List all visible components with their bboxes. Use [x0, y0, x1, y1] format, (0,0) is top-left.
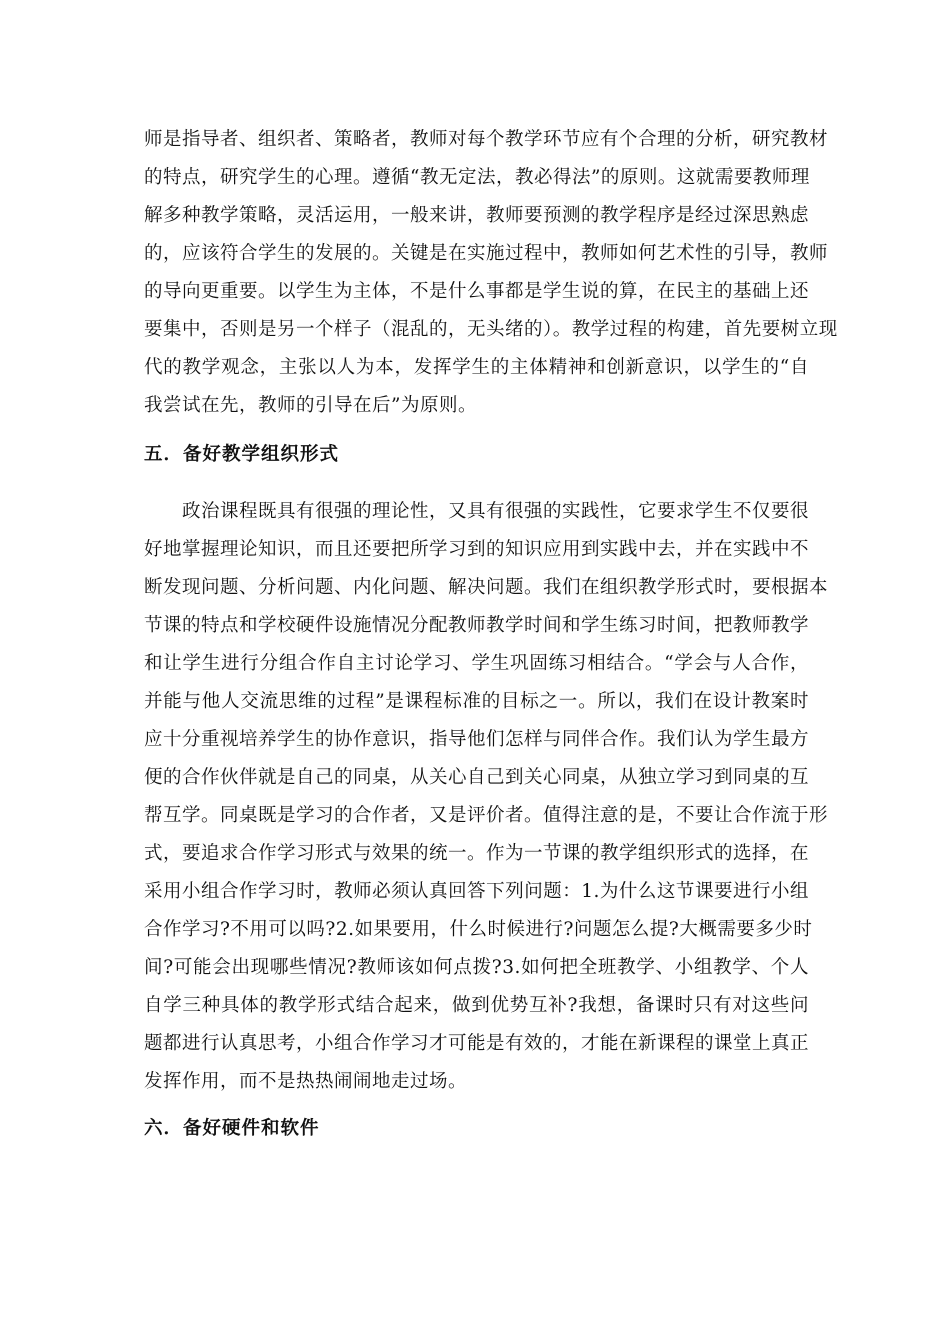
text-line: 和让学生进行分组合作自主讨论学习、学生巩固练习相结合。“学会与人合作， [144, 653, 809, 674]
text-line: 要集中，否则是另一个样子（混乱的，无头绪的）。教学过程的构建，首先要树立现 [144, 319, 838, 340]
text-line: 便的合作伙伴就是自己的同桌，从关心自己到关心同桌，从独立学习到同桌的互 [144, 767, 810, 788]
section-heading-5: 五．备好教学组织形式 [144, 444, 340, 465]
text-line: 式，要追求合作学习形式与效果的统一。作为一节课的教学组织形式的选择，在 [144, 843, 810, 864]
text-line: 采用小组合作学习时，教师必须认真回答下列问题：1.为什么这节课要进行小组 [144, 881, 809, 902]
text-line: 的特点，研究学生的心理。遵循“教无定法，教必得法”的原则。这就需要教师理 [144, 167, 810, 188]
section-heading-6: 六．备好硬件和软件 [144, 1118, 320, 1139]
text-line: 并能与他人交流思维的过程”是课程标准的目标之一。所以，我们在设计教案时 [144, 691, 809, 712]
text-line: 师是指导者、组织者、策略者，教师对每个教学环节应有个合理的分析，研究教材 [144, 129, 829, 150]
text-line: 代的教学观念，主张以人为本，发挥学生的主体精神和创新意识，以学生的“自 [144, 357, 809, 378]
text-line: 节课的特点和学校硬件设施情况分配教师教学时间和学生练习时间，把教师教学 [144, 615, 810, 636]
text-line: 我尝试在先，教师的引导在后”为原则。 [144, 395, 477, 416]
text-line: 好地掌握理论知识，而且还要把所学习到的知识应用到实践中去，并在实践中不 [144, 539, 810, 560]
text-line: 解多种教学策略，灵活运用，一般来讲，教师要预测的教学程序是经过深思熟虑 [144, 205, 810, 226]
text-line: 题都进行认真思考，小组合作学习才可能是有效的，才能在新课程的课堂上真正 [144, 1033, 810, 1054]
text-line: 间?可能会出现哪些情况?教师该如何点拨?3.如何把全班教学、小组教学、个人 [144, 957, 809, 978]
text-line: 政治课程既具有很强的理论性，又具有很强的实践性，它要求学生不仅要很 [144, 501, 810, 522]
text-line: 发挥作用，而不是热热闹闹地走过场。 [144, 1071, 468, 1092]
text-line: 帮互学。同桌既是学习的合作者，又是评价者。值得注意的是，不要让合作流于形 [144, 805, 829, 826]
paragraph-teacher-role [144, 121, 838, 425]
paragraph-organization-form [144, 493, 829, 1101]
text-line: 合作学习?不用可以吗?2.如果要用，什么时候进行?问题怎么提?大概需要多少时 [144, 919, 813, 940]
text-line: 应十分重视培养学生的协作意识，指导他们怎样与同伴合作。我们认为学生最方 [144, 729, 810, 750]
text-line: 自学三种具体的教学形式结合起来，做到优势互补?我想，备课时只有对这些问 [144, 995, 809, 1016]
text-line: 的，应该符合学生的发展的。关键是在实施过程中，教师如何艺术性的引导，教师 [144, 243, 829, 264]
text-line: 断发现问题、分析问题、内化问题、解决问题。我们在组织教学形式时，要根据本 [144, 577, 829, 598]
text-line: 的导向更重要。以学生为主体，不是什么事都是学生说的算，在民主的基础上还 [144, 281, 810, 302]
